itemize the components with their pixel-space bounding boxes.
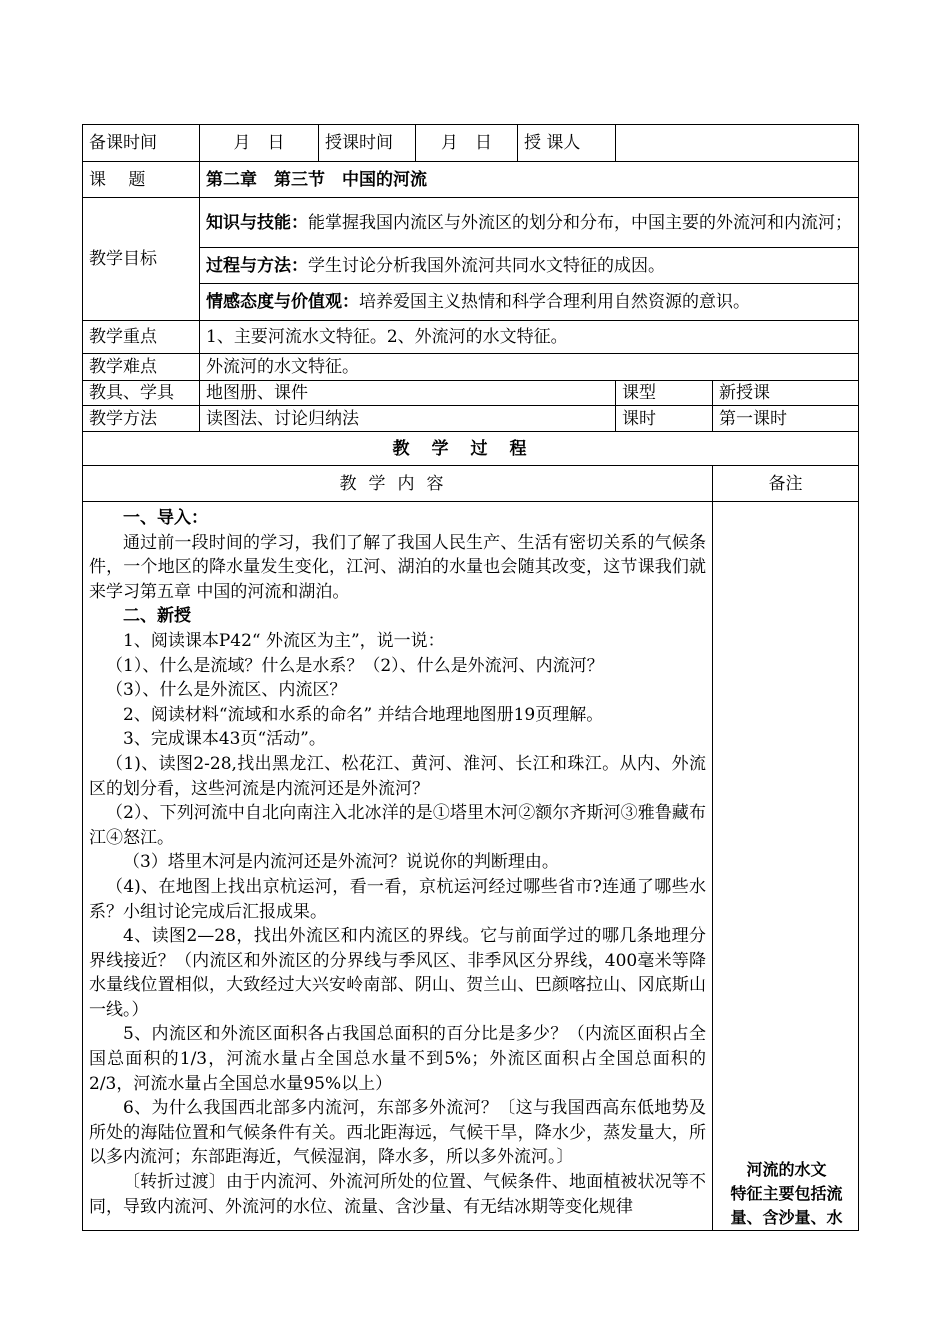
content-paragraph: （1）、什么是流域？什么是水系？（2）、什么是外流河、内流河？	[106, 655, 604, 676]
content-paragraph: （3）塔里木河是内流河还是外流河？说说你的判断理由。	[123, 852, 559, 873]
tools-label: 教具、学具	[83, 381, 200, 406]
content-paragraph: 4、读图2—28，找出外流区和内流区的界线。它与前面学过的哪几条地理分界线接近？（内流区和外流区的分界线与季风区、非季风区分界线，400毫米等降水量线位置相似，大致经过大兴安岭南部、阴山、贺兰山、巴颜喀拉山、冈底斯山一线。）	[89, 926, 706, 1020]
content-header-row	[83, 466, 859, 502]
lesson-plan-page	[82, 124, 858, 1231]
objectives-label: 教学目标	[83, 198, 200, 321]
hours-label: 课时	[616, 406, 713, 432]
prep-time-label: 备课时间	[83, 125, 200, 162]
content-paragraph: （3）、什么是外流区、内流区？	[106, 680, 347, 701]
method-value: 读图法、讨论归纳法	[200, 406, 616, 432]
objective-title: 知识与技能：	[206, 212, 308, 233]
content-paragraph: （4)、在地图上找出京杭运河，看一看，京杭运河经过哪些省市?连通了哪些水系？小组讨论完成后汇报成果。	[89, 876, 706, 922]
objective-row-process	[83, 248, 859, 284]
content-paragraph: 1、阅读课本P42“ 外流区为主”，说一说：	[123, 630, 445, 651]
content-paragraph: 6、为什么我国西北部多内流河，东部多外流河？〔这与我国西高东低地势及所处的海陆位置和气候条件有关。西北距海远，气候干旱，降水少，蒸发量大，所以多内流河；东部距海近，气候湿润，降水多，所以多外流河。〕	[89, 1098, 706, 1168]
objective-knowledge	[200, 198, 859, 248]
content-paragraph: 3、完成课本43页“活动”。	[123, 729, 326, 750]
topic-value: 第二章 第三节 中国的河流	[200, 162, 859, 198]
key-point-value: 1、主要河流水文特征。2、外流河的水文特征。	[200, 321, 859, 354]
header-row	[83, 125, 859, 162]
difficulty-label: 教学难点	[83, 354, 200, 381]
tools-value: 地图册、课件	[200, 381, 616, 406]
objective-text: 学生讨论分析我国外流河共同水文特征的成因。	[308, 255, 665, 276]
objective-attitude	[200, 284, 859, 321]
objective-title: 情感态度与价值观：	[206, 292, 359, 312]
type-value: 新授课	[713, 381, 859, 406]
content-paragraph: 通过前一段时间的学习，我们了解了我国人民生产、生活有密切关系的气候条件，一个地区的降水量发生变化，江河、湖泊的水量也会随其改变，这节课我们就来学习第五章 中国的河流和湖泊。	[89, 532, 706, 602]
method-label: 教学方法	[83, 406, 200, 432]
note-line: 河流的水文	[746, 1160, 827, 1179]
objective-row-attitude	[83, 284, 859, 321]
process-title-row	[83, 432, 859, 466]
key-point-label: 教学重点	[83, 321, 200, 354]
difficulty-value: 外流河的水文特征。	[200, 354, 859, 381]
note-line: 量、含沙量、水	[730, 1208, 843, 1227]
teacher-label: 授 课人	[518, 125, 616, 162]
teach-time-value: 月 日	[416, 125, 518, 162]
topic-label: 课 题	[83, 162, 200, 198]
content-paragraph: （2）、下列河流中自北向南注入北冰洋的是①塔里木河②额尔齐斯河③雅鲁藏布江④怒江。	[89, 803, 706, 848]
note-line: 特征主要包括流	[730, 1184, 843, 1203]
content-paragraph: 5、内流区和外流区面积各占我国总面积的百分比是多少？（内流区面积占全国总面积的1/3，河流水量占全国总水量不到5%；外流区面积占全国总面积的2/3，河流水量占全国总水量95%以上）	[89, 1024, 706, 1094]
section-heading: 一、导入：	[123, 508, 208, 528]
tools-row	[83, 381, 859, 406]
key-point-row	[83, 321, 859, 354]
objective-row-knowledge	[83, 198, 859, 248]
teach-time-label: 授课时间	[319, 125, 416, 162]
content-header: 教学内容	[83, 466, 713, 502]
notes-header: 备注	[713, 466, 859, 502]
content-row	[83, 502, 859, 1231]
prep-time-value: 月 日	[200, 125, 319, 162]
lesson-plan-table	[82, 124, 859, 1231]
objective-process	[200, 248, 859, 284]
difficulty-row	[83, 354, 859, 381]
content-paragraph: （1)、读图2-28,找出黑龙江、松花江、黄河、淮河、长江和珠江。从内、外流区的划分看，这些河流是内流河还是外流河？	[89, 753, 706, 799]
notes-content	[713, 502, 859, 1231]
type-label: 课型	[616, 381, 713, 406]
teaching-content	[83, 502, 713, 1231]
process-title: 教学过程	[83, 432, 859, 466]
hours-value: 第一课时	[713, 406, 859, 432]
method-row	[83, 406, 859, 432]
topic-row	[83, 162, 859, 198]
content-paragraph: 2、阅读材料“流域和水系的命名” 并结合地理地图册19页理解。	[123, 704, 604, 725]
objective-title: 过程与方法：	[206, 255, 308, 276]
section-heading: 二、新授	[123, 606, 191, 627]
objective-text: 能掌握我国内流区与外流区的划分和分布，中国主要的外流河和内流河；	[308, 212, 852, 233]
content-paragraph: 〔转折过渡〕由于内流河、外流河所处的位置、气候条件、地面植被状况等不同，导致内流河、外流河的水位、流量、含沙量、有无结冰期等变化规律	[89, 1172, 706, 1217]
objective-text: 培养爱国主义热情和科学合理利用自然资源的意识。	[359, 292, 750, 312]
teacher-value	[616, 125, 859, 162]
